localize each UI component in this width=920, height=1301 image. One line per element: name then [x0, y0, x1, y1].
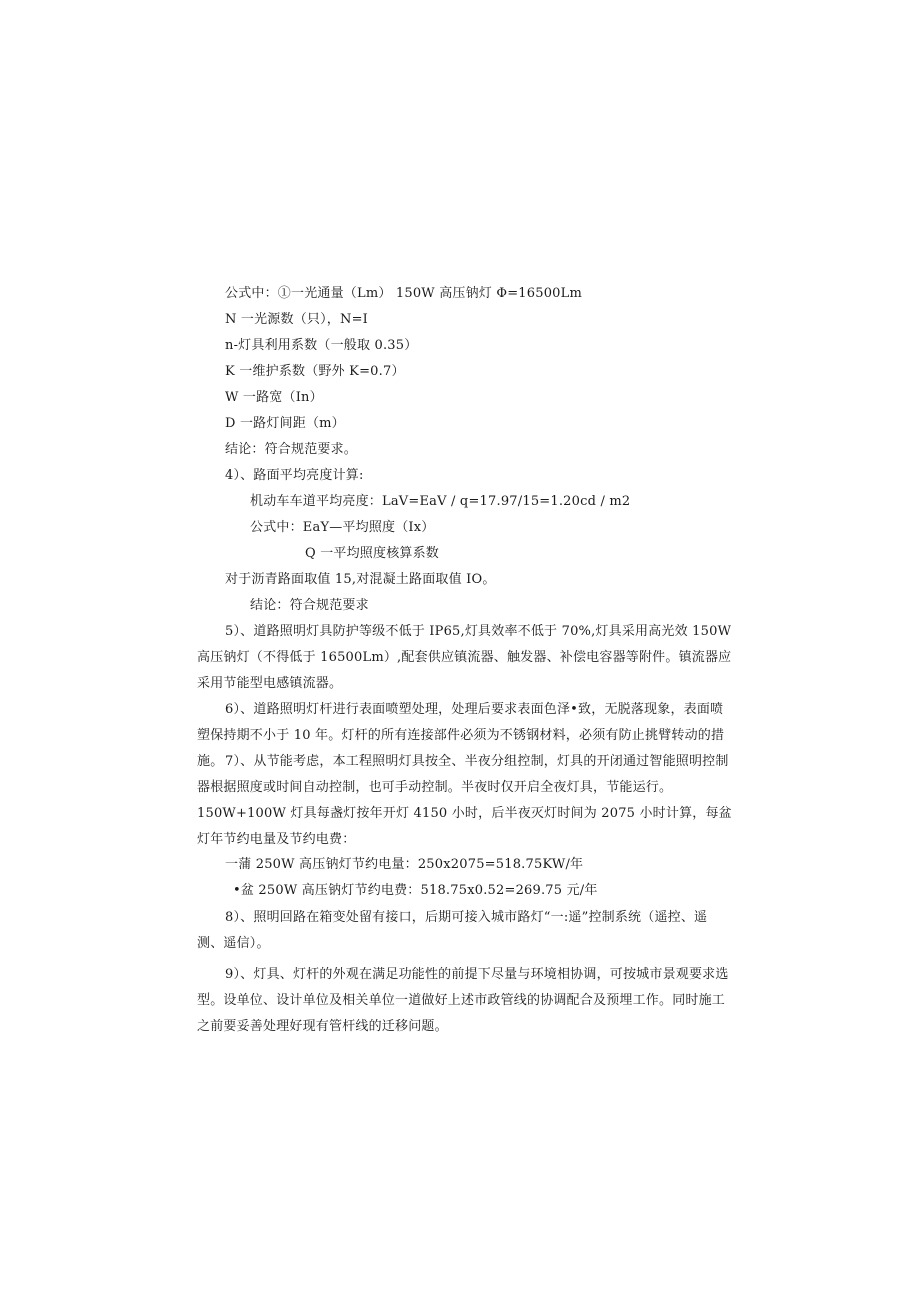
section-4-asphalt-note: 对于沥青路面取值 15,对混凝土路面取值 IO。: [225, 572, 496, 587]
section-4-brightness: 机动车车道平均亮度：LaV=EaV / q=17.97/15=1.20cd / m2: [250, 494, 631, 509]
formula-line-road-width: W 一路宽（In）: [225, 390, 323, 405]
section-5-paragraph: 5）、道路照明灯具防护等级不低于 IP65,灯具效率不低于 70%,灯具采用高光效 150W 高压钠灯（不得低于 16500Lm）,配套供应镇流器、触发器、补偿电容器等附件。镇流器应采用节能型电感镇流器。: [197, 624, 732, 691]
energy-saving-line: 一蒲 250W 高压钠灯节约电量：250x2075=518.75KW/年: [225, 857, 584, 872]
section-6-paragraph: 6）、道路照明灯杆进行表面喷塑处理，处理后要求表面色泽•致，无脱落现象，表面喷塑保持期不小于 10 年。灯杆的所有连接部件必须为不锈钢材料，必须有防止挑臂转动的措施。: [197, 702, 725, 769]
section-9-paragraph: 9）、灯具、灯杆的外观在满足功能性的前提下尽量与环境相协调，可按城市景观要求选型。设单位、设计单位及相关单位一道做好上述市政管线的协调配合及预埋工作。同时施工之前要妥善处理好现有管杆线的迁移问题。: [197, 967, 729, 1034]
section-4-conclusion: 结论：符合规范要求: [250, 598, 369, 613]
section-7-paragraph: 7）、从节能考虑，本工程照明灯具按全、半夜分组控制，灯具的开闭通过智能照明控制器根据照度或时间自动控制，也可手动控制。半夜时仅开启全夜灯具，节能运行。150W+100W 灯具每盏灯按年开灯 4150 小时，后半夜灭灯时间为 2075 小时计算，每盆灯年节约电量及节约电费：: [197, 754, 732, 847]
section-8-paragraph: 8）、照明回路在箱变处留有接口，后期可接入城市路灯“一:遥”控制系统（遥控、遥测、遥信）。: [197, 910, 708, 951]
conclusion-line: 结论：符合规范要求。: [225, 442, 358, 457]
cost-saving-line: •盆 250W 高压钠灯节约电费：518.75x0.52=269.75 元/年: [233, 883, 598, 898]
formula-line-lamp-spacing: D 一路灯间距（m）: [225, 416, 345, 431]
formula-line-light-source-count: N 一光源数（只），N=I: [225, 312, 369, 327]
formula-line-luminous-flux: 公式中：①一光通量（Lm） 150W 高压钠灯 Φ=16500Lm: [225, 286, 582, 301]
section-4-heading: 4）、路面平均亮度计算:: [225, 468, 364, 483]
formula-line-utilization-factor: n-灯具利用系数（一般取 0.35）: [225, 338, 418, 353]
section-4-formula: 公式中：EaY—平均照度（Ix）: [250, 520, 435, 535]
formula-line-maintenance-factor: K 一维护系数（野外 K=0.7）: [225, 364, 405, 379]
section-4-coefficient: Q 一平均照度核算系数: [305, 546, 439, 561]
